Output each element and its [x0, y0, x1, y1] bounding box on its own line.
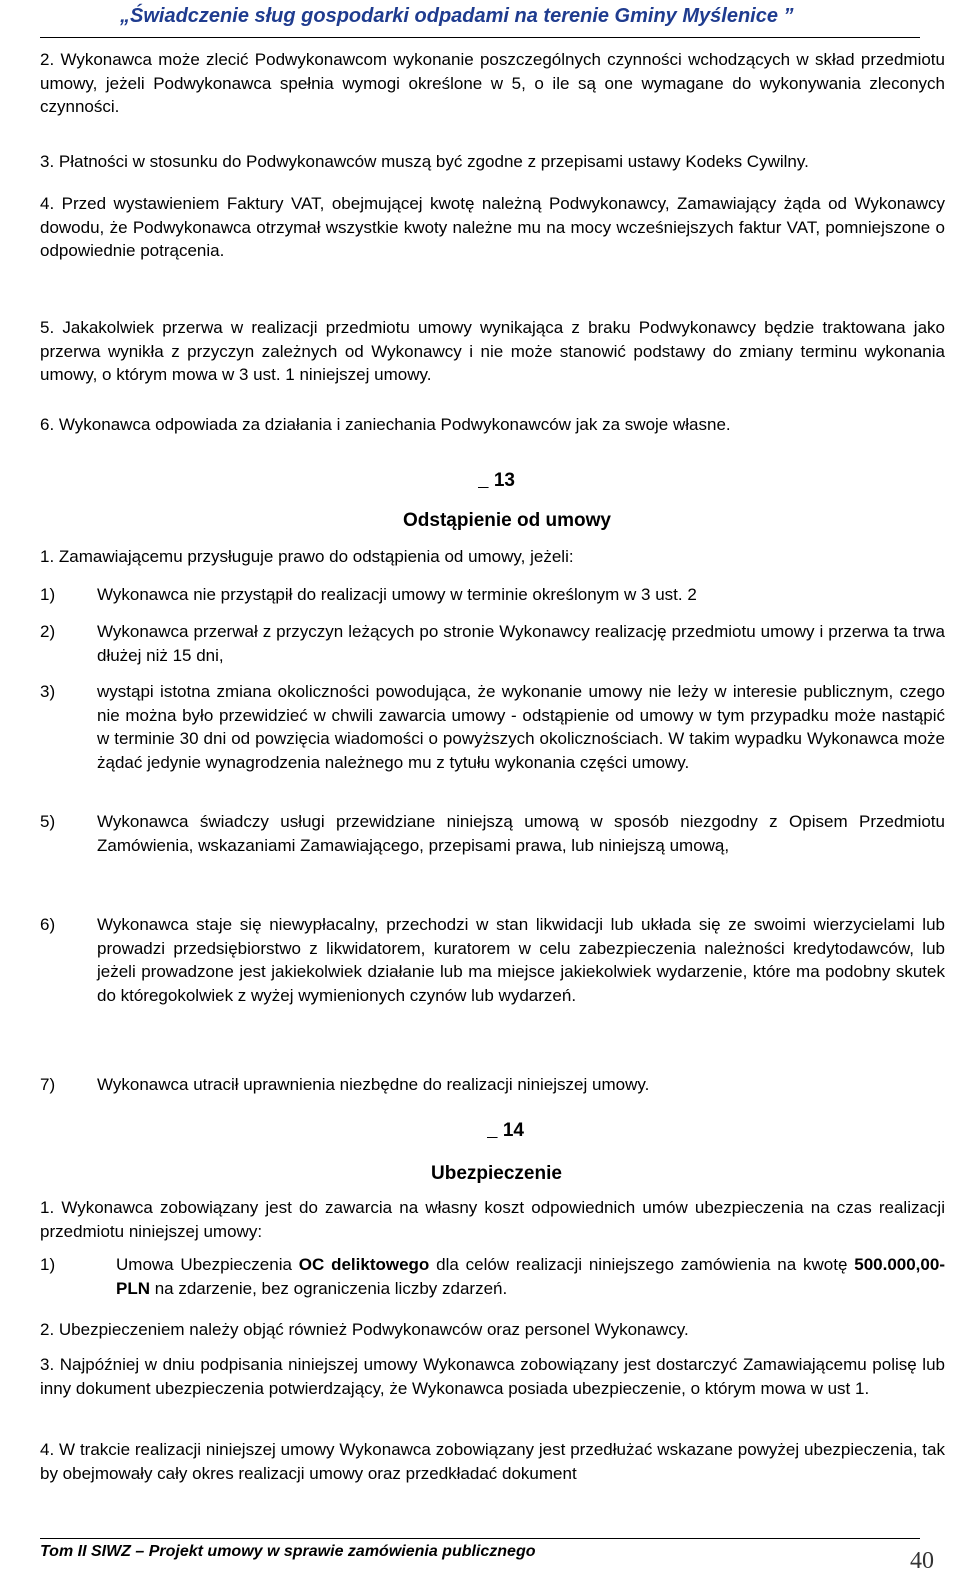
list-item-number: 5) — [40, 812, 56, 831]
section-13-intro: 1. Zamawiającemu przysługuje prawo do odstąpienia od umowy, jeżeli: — [40, 547, 574, 566]
page-number: 40 — [910, 1548, 934, 1574]
footer-divider — [40, 1538, 920, 1539]
section-14-paragraph-4: 4. W trakcie realizacji niniejszej umowy Wykonawca zobowiązany jest przedłużać wskazane powyżej ubezpieczenia, tak by obejmowały cały okres realizacji umowy oraz przedkładać dokument — [40, 1440, 945, 1483]
paragraph-2: 2. Wykonawca może zlecić Podwykonawcom wykonanie poszczególnych czynności wchodzących w skład przedmiotu umowy, jeżeli Podwykonawca spełnia wymogi określone w 5, o ile są one wymagane do wykonywania zleconych czynności. — [40, 50, 945, 116]
list-item-text: Wykonawca przerwał z przyczyn leżących po stronie Wykonawcy realizację przedmiotu umowy i przerwa ta trwa dłużej niż 15 dni, — [97, 622, 945, 665]
list-item-text: Wykonawca nie przystąpił do realizacji umowy w terminie określonym w 3 ust. 2 — [97, 585, 697, 604]
paragraph-4: 4. Przed wystawieniem Faktury VAT, obejmującej kwotę należną Podwykonawcy, Zamawiający żąda od Wykonawcy dowodu, że Podwykonawca otrzymał wszystkie kwoty należne mu na mocy wcześniejszych faktur VAT, pomniejszone o odpowiednie potrącenia. — [40, 194, 945, 260]
section-14-paragraph-2: 2. Ubezpieczeniem należy objąć również Podwykonawców oraz personel Wykonawcy. — [40, 1320, 689, 1339]
list-item-number: 1) — [40, 1255, 56, 1274]
list-item-number: 2) — [40, 622, 56, 641]
page-header-title: „Świadczenie sług gospodarki odpadami na terenie Gminy Myślenice ” — [120, 5, 794, 27]
list-item-number: 7) — [40, 1075, 56, 1094]
list-item-text: Wykonawca utracił uprawnienia niezbędne do realizacji niniejszej umowy. — [97, 1075, 650, 1094]
header-divider — [40, 37, 920, 38]
footer-title: Tom II SIWZ – Projekt umowy w sprawie zamówienia publicznego — [40, 1543, 536, 1560]
list-item-number: 3) — [40, 682, 56, 701]
paragraph-6: 6. Wykonawca odpowiada za działania i zaniechania Podwykonawców jak za swoje własne. — [40, 415, 731, 434]
list-item-number: 1) — [40, 585, 56, 604]
list-item-text: wystąpi istotna zmiana okoliczności powodująca, że wykonanie umowy nie leży w interesie publicznym, czego nie można było przewidzieć w chwili zawarcia umowy - odstąpienie od umowy w tym przypadku może nastąpić w terminie 30 dni od powzięcia wiadomości o powyższych okolicznościach. W takim wypadku Wykonawca może żądać jedynie wynagrodzenia należnego mu z tytułu wykonania części umowy. — [97, 682, 945, 772]
section-13-title: Odstąpienie od umowy — [403, 510, 611, 531]
section-14-paragraph-1: 1. Wykonawca zobowiązany jest do zawarcia na własny koszt odpowiednich umów ubezpieczenia na czas realizacji przedmiotu niniejszej umowy: — [40, 1198, 945, 1241]
insurance-type: OC deliktowego — [298, 1255, 430, 1274]
section-sign-icon — [478, 470, 489, 491]
paragraph-5: 5. Jakakolwiek przerwa w realizacji przedmiotu umowy wynikająca z braku Podwykonawcy będzie traktowana jako przerwa wynikła z przyczyn zależnych od Wykonawcy i nie może stanowić podstawy do zmiany terminu wykonania umowy, o którym mowa w 3 ust. 1 niniejszej umowy. — [40, 318, 945, 384]
section-13-number: 13 — [478, 470, 558, 492]
section-14-number: 14 — [487, 1120, 567, 1142]
list-item-number: 6) — [40, 915, 56, 934]
insurance-item-text: Umowa Ubezpieczenia OC deliktowego dla celów realizacji niniejszego zamówienia na kwotę 500.000,00- PLN na zdarzenie, bez ograniczenia liczby zdarzeń. — [116, 1255, 945, 1298]
insurance-amount: 500.000,00- PLN — [116, 1255, 945, 1298]
section-sign-icon — [487, 1120, 498, 1141]
section-14-paragraph-3: 3. Najpóźniej w dniu podpisania niniejszej umowy Wykonawca zobowiązany jest dostarczyć Zamawiającemu polisę lub inny dokument ubezpieczenia potwierdzający, że Wykonawca posiada ubezpieczenie, o którym mowa w ust 1. — [40, 1355, 945, 1398]
section-14-title: Ubezpieczenie — [431, 1163, 562, 1184]
paragraph-3: 3. Płatności w stosunku do Podwykonawców muszą być zgodne z przepisami ustawy Kodeks Cywilny. — [40, 152, 809, 171]
list-item-text: Wykonawca staje się niewypłacalny, przechodzi w stan likwidacji lub układa się ze swoimi wierzycielami lub prowadzi przedsiębiorstwo z likwidatorem, kuratorem w celu zabezpieczenia należności kredytodawców, lub jeżeli prowadzone jest jakiekolwiek działanie lub ma miejsce jakiekolwiek wydarzenie, które ma podobny skutek do któregokolwiek z wyżej wymienionych czynów lub wydarzeń. — [97, 915, 945, 1005]
list-item-text: Wykonawca świadczy usługi przewidziane niniejszą umową w sposób niezgodny z Opisem Przedmiotu Zamówienia, wskazaniami Zamawiającego, przepisami prawa, lub niniejszą umową, — [97, 812, 945, 855]
